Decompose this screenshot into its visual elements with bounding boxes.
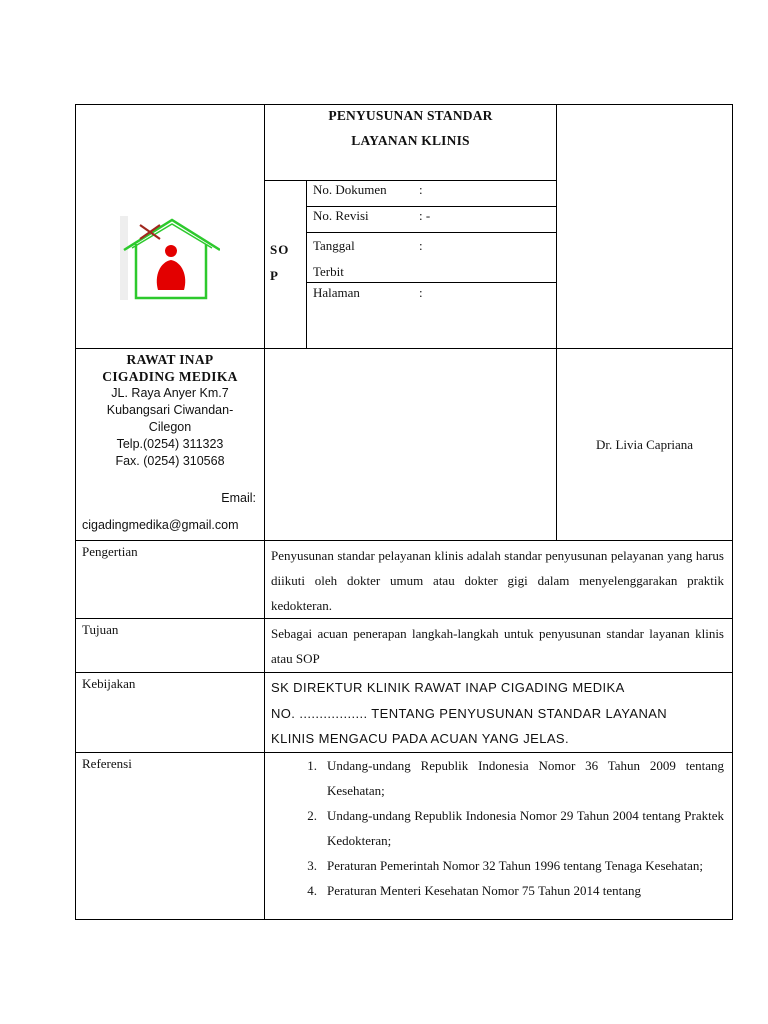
- sop-label: SO P: [265, 181, 307, 348]
- clinic-address-3: Cilegon: [148, 420, 192, 434]
- title-line-2: LAYANAN KLINIS: [351, 133, 470, 148]
- referensi-label: Referensi: [76, 752, 265, 919]
- tujuan-label: Tujuan: [76, 619, 265, 673]
- document-meta-list: [307, 181, 556, 348]
- clinic-name-line-2: CIGADING MEDIKA: [102, 369, 238, 384]
- logo-cell: [76, 105, 265, 349]
- clinic-name-line-1: RAWAT INAP: [126, 352, 214, 367]
- list-item: 3. Peraturan Pemerintah Nomor 32 Tahun 1996 tentang Tenaga Kesehatan;: [307, 857, 704, 873]
- clinic-address-1: JL. Raya Anyer Km.7: [111, 386, 229, 400]
- kebijakan-text: SK DIREKTUR KLINIK RAWAT INAP CIGADING MEDIKA NO. ................. TENTANG PENYUSUNAN STANDAR LAYANAN KLINIS MENGACU PADA ACUAN YANG JELAS.: [265, 673, 733, 753]
- email-label: Email:: [221, 491, 256, 505]
- title-line-1: PENYUSUNAN STANDAR: [328, 108, 493, 123]
- meta-row-document-number: No. Dokumen :: [307, 181, 556, 207]
- list-item: 1. Undang-undang Republik Indonesia Nomor 36 Tahun 2009 tentang Kesehatan;: [307, 757, 724, 798]
- blank-middle-cell: [265, 349, 557, 541]
- meta-row-page: Halaman :: [313, 285, 423, 300]
- clinic-email: cigadingmedika@gmail.com: [82, 518, 239, 532]
- sop-meta-area: [265, 181, 556, 348]
- list-item: 4. Peraturan Menteri Kesehatan Nomor 75 Tahun 2014 tentang: [307, 882, 642, 898]
- sop-document-table: [75, 104, 733, 920]
- pengertian-text: Penyusunan standar pelayanan klinis adalah standar penyusunan pelayanan yang harus diikuti oleh dokter umum atau dokter gigi dalam menyelenggarakan praktik kedokteran.: [265, 541, 733, 619]
- meta-row-issue-date: Tanggal Terbit :: [307, 233, 556, 283]
- tujuan-text: Sebagai acuan penerapan langkah-langkah untuk penyusunan standar layanan klinis atau SOP: [265, 619, 733, 673]
- kebijakan-label: Kebijakan: [76, 673, 265, 753]
- clinic-phone: Telp.(0254) 311323: [116, 437, 224, 451]
- pengertian-label: Pengertian: [76, 541, 265, 619]
- meta-row-revision: No. Revisi : -: [307, 207, 556, 233]
- title-and-meta-cell: [265, 105, 557, 349]
- house-logo-icon: [120, 216, 220, 306]
- clinic-info-cell: [76, 349, 265, 541]
- clinic-fax: Fax. (0254) 310568: [115, 454, 225, 468]
- clinic-address-2: Kubangsari Ciwandan-: [106, 403, 234, 417]
- list-item: 2. Undang-undang Republik Indonesia Nomor 29 Tahun 2004 tentang Praktek Kedokteran;: [307, 807, 724, 848]
- reference-list: [265, 753, 732, 903]
- signer-name: Dr. Livia Capriana: [595, 436, 694, 452]
- document-title: [265, 105, 556, 181]
- clinic-logo: [120, 216, 220, 306]
- header-blank-cell: [557, 105, 733, 349]
- referensi-cell: [265, 752, 733, 919]
- signer-cell: [557, 349, 733, 541]
